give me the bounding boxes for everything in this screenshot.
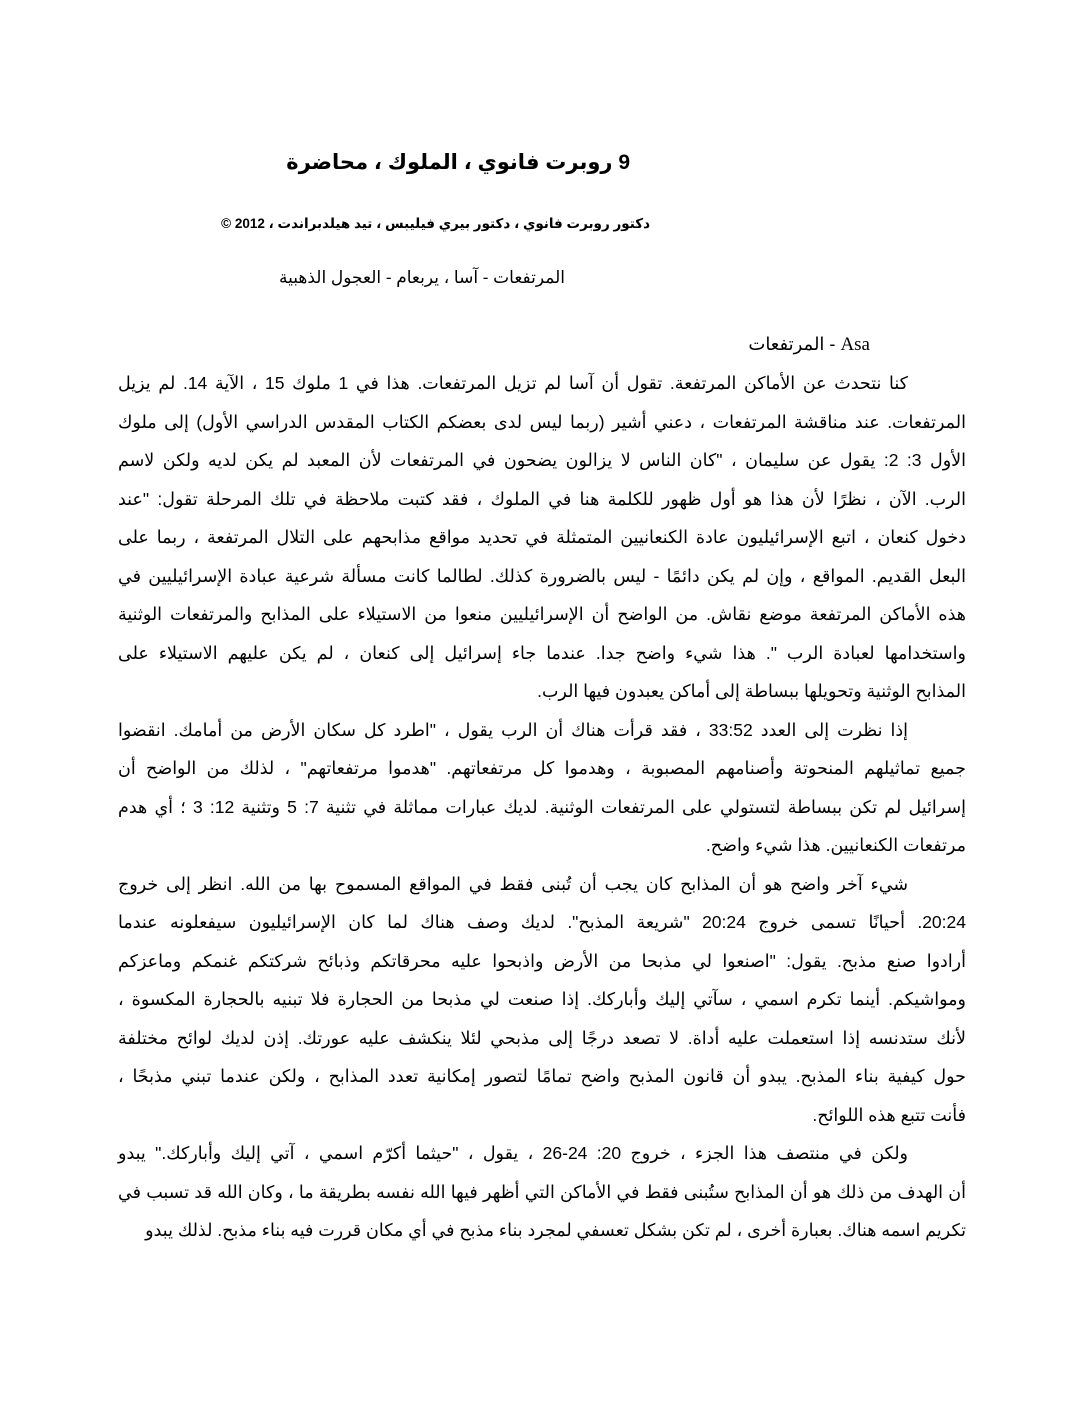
paragraph — [118, 865, 966, 1135]
paragraph-line: فأنت تتبع هذه اللوائح. — [812, 1104, 966, 1125]
paragraph-line: المرتفعات. عند مناقشة المرتفعات ، دعني أشير (ربما ليس لدى بعضكم الكتاب المقدس الدراسي الأول) إلى ملوك — [118, 411, 966, 432]
paragraph-line: شيء آخر واضح هو أن المذابح كان يجب أن تُبنى فقط في المواقع المسموح بها من الله. انظر إلى خروج — [118, 873, 908, 894]
document-subtitle: المرتفعات - آسا ، يربعام - العجول الذهبية — [279, 268, 565, 287]
paragraph-line: الرب. الآن ، نظرًا لأن هذا هو أول ظهور للكلمة هنا في الملوك ، فقد كتبت ملاحظة في تلك المرحلة تقول: "عند — [118, 488, 966, 509]
paragraph-line: أرادوا صنع مذبح. يقول: "اصنعوا لي مذبحا من الأرض واذبحوا عليه محرقاتكم وذبائح شركتكم غنمكم وماعزكم — [118, 950, 966, 971]
paragraph — [118, 1134, 966, 1250]
paragraphs — [118, 364, 966, 1250]
paragraph-line: لأنك ستدنسه إذا استعملت عليه أداة. لا تصعد درجًا إلى مذبحي لئلا ينكشف عليه عورتك. إذن لديك لوائح مختلفة — [118, 1027, 966, 1048]
paragraph-line: حول كيفية بناء المذبح. يبدو أن قانون المذبح واضح تمامًا لتصور إمكانية تعدد المذابح ، ولكن عندما تبني مذبحًا ، — [118, 1066, 966, 1086]
paragraph-line: جميع تماثيلهم المنحوتة وأصنامهم المصبوبة ، وهدموا كل مرتفعاتهم. "هدموا مرتفعاتهم" ، لذلك من الواضح أن — [118, 758, 966, 778]
paragraph — [118, 364, 966, 711]
section-heading-arabic: - المرتفعات — [748, 334, 841, 354]
paragraph-line: ومواشيكم. أينما تكرم اسمي ، سآتي إليك وأباركك. إذا صنعت لي مذبحا من الحجارة فلا تبنيه بالحجارة المكسوة ، — [118, 989, 966, 1009]
paragraph-line: الأول 3: 2: يقول عن سليمان ، "كان الناس لا يزالون يضحون في المرتفعات لأن المعبد لم يكن لديه ولكن لاسم — [118, 450, 967, 470]
document-body — [118, 325, 966, 1250]
document-authors: دكتور روبرت فانوي ، دكتور بيري فيليبس ، تيد هيلدبراندت ، 2012 © — [221, 216, 650, 231]
document-title: 9 روبرت فانوي ، الملوك ، محاضرة — [286, 151, 630, 174]
paragraph-line: واستخدامها لعبادة الرب ". هذا شيء واضح جدا. عندما جاء إسرائيل إلى كنعان ، لم يكن عليهم الاستيلاء على — [118, 642, 966, 663]
paragraph-line: تكريم اسمه هناك. بعبارة أخرى ، لم تكن بشكل تعسفي لمجرد بناء مذبح في أي مكان قررت فيه بناء مذبح. لذلك يبدو — [145, 1220, 966, 1240]
paragraph-line: 20:24. أحيانًا تسمى خروج 20:24 "شريعة المذبح". لديك وصف هناك لما كان الإسرائيليون سيفعلونه عندما — [118, 912, 966, 932]
paragraph-line: أن الهدف من ذلك هو أن المذابح ستُبنى فقط في الأماكن التي أظهر فيها الله نفسه بطريقة ما ، وكان الله قد تسبب في — [118, 1181, 966, 1202]
paragraph-line: ولكن في منتصف هذا الجزء ، خروج 20: 24-26 ، يقول ، "حيثما أكرّم اسمي ، آتي إليك وأباركك." يبدو — [118, 1143, 908, 1163]
paragraph-line: كنا نتحدث عن الأماكن المرتفعة. تقول أن آسا لم تزيل المرتفعات. هذا في 1 ملوك 15 ، الآية 14. لم يزيل — [118, 373, 908, 393]
paragraph-line: هذه الأماكن المرتفعة موضع نقاش. من الواضح أن الإسرائيليين منعوا من الاستيلاء على المذابح والمرتفعات الوثنية — [118, 604, 966, 624]
paragraph-line: إسرائيل لم تكن ببساطة لتستولي على المرتفعات الوثنية. لديك عبارات مماثلة في تثنية 7: 5 وتثنية 12: 3 ؛ أي هدم — [118, 796, 966, 817]
section-heading-latin: Asa — [840, 334, 870, 355]
section-heading — [118, 325, 966, 364]
paragraph-line: مرتفعات الكنعانيين. هذا شيء واضح. — [705, 835, 966, 855]
paragraph-line: المذابح الوثنية وتحويلها ببساطة إلى أماكن يعبدون فيها الرب. — [537, 681, 966, 701]
paragraph-line: إذا نظرت إلى العدد 33:52 ، فقد قرأت هناك أن الرب يقول ، "اطرد كل سكان الأرض من أمامك. انقضوا — [118, 719, 908, 740]
paragraph — [118, 711, 966, 865]
paragraph-line: البعل القديم. المواقع ، وإن لم يكن دائمًا - ليس بالضرورة كذلك. لطالما كانت مسألة شرعية عبادة الإسرائيليين في — [118, 565, 966, 586]
paragraph-line: دخول كنعان ، اتبع الإسرائيليون عادة الكنعانيين المتمثلة في تحديد مواقع مذابحهم على التلال المرتفعة ، ربما على — [118, 527, 966, 547]
